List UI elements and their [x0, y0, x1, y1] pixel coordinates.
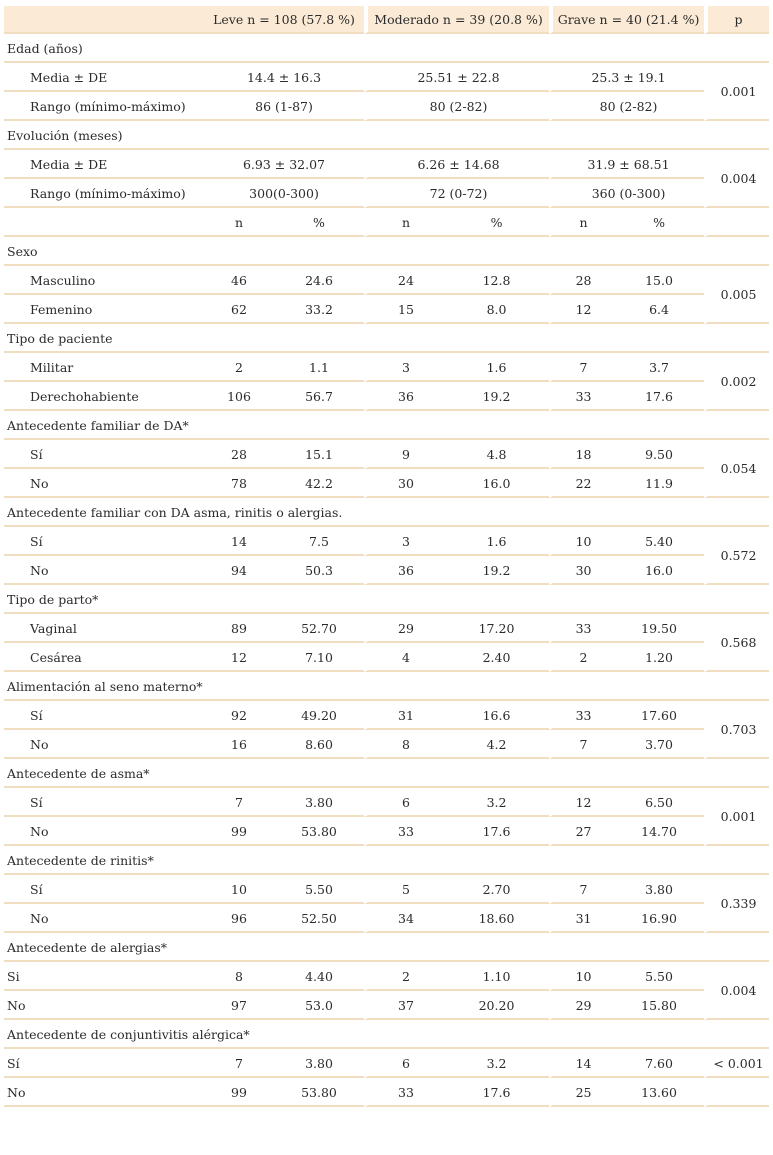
- cell-percent: 7.60: [614, 1050, 704, 1078]
- results-table: [4, 5, 769, 1108]
- cell-n: 10: [549, 963, 614, 991]
- section-title: Edad (años): [4, 35, 769, 63]
- cell-value: 25.51 ± 22.8: [364, 64, 549, 92]
- row-label: Sí: [4, 702, 204, 730]
- cell-n: 96: [204, 905, 274, 933]
- subheader-blank-cell: [4, 209, 204, 237]
- cell-percent: 3.80: [274, 789, 364, 817]
- section-title: Tipo de parto*: [4, 586, 769, 614]
- p-value: 0.001: [704, 789, 769, 846]
- cell-n: 37: [364, 992, 444, 1020]
- header-grave: Grave n = 40 (21.4 %): [549, 6, 704, 34]
- row-label: Masculino: [4, 267, 204, 295]
- cell-n: 62: [204, 296, 274, 324]
- table-row: [4, 180, 769, 208]
- section-row: [4, 673, 769, 701]
- cell-n: 25: [549, 1079, 614, 1107]
- cell-n: 33: [549, 702, 614, 730]
- cell-n: 2: [549, 644, 614, 672]
- cell-n: 31: [364, 702, 444, 730]
- table-row: [4, 818, 769, 846]
- table-row: [4, 528, 769, 556]
- cell-value: 6.26 ± 14.68: [364, 151, 549, 179]
- cell-n: 9: [364, 441, 444, 469]
- cell-n: 6: [364, 1050, 444, 1078]
- section-title: Sexo: [4, 238, 769, 266]
- section-row: [4, 122, 769, 150]
- cell-percent: 3.2: [444, 1050, 549, 1078]
- table-header-row: [4, 6, 769, 34]
- cell-n: 28: [549, 267, 614, 295]
- row-label: Rango (mínimo-máximo): [4, 180, 204, 208]
- section-title: Evolución (meses): [4, 122, 769, 150]
- table-row: [4, 1050, 769, 1078]
- cell-percent: 4.2: [444, 731, 549, 759]
- cell-n: 24: [364, 267, 444, 295]
- cell-n: 33: [549, 615, 614, 643]
- cell-percent: 6.50: [614, 789, 704, 817]
- cell-percent: 24.6: [274, 267, 364, 295]
- cell-n: 28: [204, 441, 274, 469]
- row-label: No: [4, 557, 204, 585]
- cell-n: 99: [204, 818, 274, 846]
- row-label: Derechohabiente: [4, 383, 204, 411]
- cell-n: 34: [364, 905, 444, 933]
- row-label: No: [4, 905, 204, 933]
- p-value: 0.005: [704, 267, 769, 324]
- section-title: Antecedente de alergias*: [4, 934, 769, 962]
- cell-percent: 15.0: [614, 267, 704, 295]
- table-row: [4, 1079, 769, 1107]
- cell-n: 3: [364, 528, 444, 556]
- cell-value: 80 (2-82): [364, 93, 549, 121]
- cell-percent: 3.2: [444, 789, 549, 817]
- p-value: 0.004: [704, 963, 769, 1020]
- table-row: [4, 470, 769, 498]
- cell-n: 94: [204, 557, 274, 585]
- table-row: [4, 557, 769, 585]
- row-label: No: [4, 731, 204, 759]
- cell-percent: 4.40: [274, 963, 364, 991]
- row-label: Femenino: [4, 296, 204, 324]
- section-title: Alimentación al seno materno*: [4, 673, 769, 701]
- cell-n: 7: [204, 1050, 274, 1078]
- cell-percent: 49.20: [274, 702, 364, 730]
- cell-percent: 7.5: [274, 528, 364, 556]
- cell-percent: 13.60: [614, 1079, 704, 1107]
- row-label: Rango (mínimo-máximo): [4, 93, 204, 121]
- subheader-row: [4, 209, 769, 237]
- cell-n: 29: [549, 992, 614, 1020]
- cell-percent: 20.20: [444, 992, 549, 1020]
- section-title: Antecedente de asma*: [4, 760, 769, 788]
- cell-n: 7: [204, 789, 274, 817]
- row-label: Cesárea: [4, 644, 204, 672]
- subheader-pct: %: [444, 209, 549, 237]
- cell-value: 300(0-300): [204, 180, 364, 208]
- section-row: [4, 412, 769, 440]
- cell-percent: 3.70: [614, 731, 704, 759]
- subheader-n: n: [364, 209, 444, 237]
- cell-percent: 2.40: [444, 644, 549, 672]
- table-row: [4, 267, 769, 295]
- cell-n: 3: [364, 354, 444, 382]
- cell-n: 12: [204, 644, 274, 672]
- cell-value: 86 (1-87): [204, 93, 364, 121]
- cell-n: 16: [204, 731, 274, 759]
- subheader-n: n: [204, 209, 274, 237]
- cell-percent: 19.50: [614, 615, 704, 643]
- cell-percent: 15.1: [274, 441, 364, 469]
- p-value: 0.004: [704, 151, 769, 208]
- cell-n: 4: [364, 644, 444, 672]
- cell-percent: 1.6: [444, 528, 549, 556]
- p-value: < 0.001: [704, 1050, 769, 1078]
- cell-n: 29: [364, 615, 444, 643]
- row-label: No: [4, 470, 204, 498]
- cell-n: 5: [364, 876, 444, 904]
- table-row: [4, 963, 769, 991]
- table-row: [4, 876, 769, 904]
- cell-value: 14.4 ± 16.3: [204, 64, 364, 92]
- cell-value: 31.9 ± 68.51: [549, 151, 704, 179]
- p-value: 0.339: [704, 876, 769, 933]
- table-row: [4, 731, 769, 759]
- p-value: 0.002: [704, 354, 769, 411]
- table-row: [4, 383, 769, 411]
- section-row: [4, 238, 769, 266]
- cell-n: 7: [549, 354, 614, 382]
- cell-value: 360 (0-300): [549, 180, 704, 208]
- row-label: Sí: [4, 528, 204, 556]
- cell-n: 14: [204, 528, 274, 556]
- cell-percent: 16.6: [444, 702, 549, 730]
- cell-percent: 17.20: [444, 615, 549, 643]
- section-title: Antecedente familiar de DA*: [4, 412, 769, 440]
- section-row: [4, 1021, 769, 1049]
- cell-percent: 12.8: [444, 267, 549, 295]
- subheader-pct: %: [274, 209, 364, 237]
- cell-n: 33: [364, 818, 444, 846]
- cell-n: 7: [549, 731, 614, 759]
- cell-n: 46: [204, 267, 274, 295]
- row-label: Sí: [4, 441, 204, 469]
- cell-percent: 3.80: [274, 1050, 364, 1078]
- cell-percent: 16.0: [614, 557, 704, 585]
- cell-n: 30: [549, 557, 614, 585]
- section-title: Antecedente de rinitis*: [4, 847, 769, 875]
- cell-value: 72 (0-72): [364, 180, 549, 208]
- table-row: [4, 992, 769, 1020]
- row-label: Sí: [4, 876, 204, 904]
- section-row: [4, 325, 769, 353]
- table-row: [4, 354, 769, 382]
- row-label: Militar: [4, 354, 204, 382]
- table-row: [4, 93, 769, 121]
- cell-percent: 42.2: [274, 470, 364, 498]
- cell-n: 12: [549, 789, 614, 817]
- cell-n: 33: [364, 1079, 444, 1107]
- cell-percent: 53.0: [274, 992, 364, 1020]
- p-value: 0.001: [704, 64, 769, 121]
- cell-n: 30: [364, 470, 444, 498]
- row-label: Media ± DE: [4, 64, 204, 92]
- cell-percent: 33.2: [274, 296, 364, 324]
- cell-n: 6: [364, 789, 444, 817]
- subheader-blank-p: [704, 209, 769, 237]
- section-row: [4, 934, 769, 962]
- cell-percent: 1.20: [614, 644, 704, 672]
- cell-n: 14: [549, 1050, 614, 1078]
- cell-percent: 53.80: [274, 818, 364, 846]
- cell-percent: 16.90: [614, 905, 704, 933]
- subheader-pct: %: [614, 209, 704, 237]
- header-moderado: Moderado n = 39 (20.8 %): [364, 6, 549, 34]
- cell-n: 99: [204, 1079, 274, 1107]
- cell-n: 36: [364, 383, 444, 411]
- cell-percent: 2.70: [444, 876, 549, 904]
- table-row: [4, 441, 769, 469]
- cell-percent: 7.10: [274, 644, 364, 672]
- cell-percent: 9.50: [614, 441, 704, 469]
- section-row: [4, 586, 769, 614]
- cell-n: 18: [549, 441, 614, 469]
- row-label: Sí: [4, 789, 204, 817]
- cell-value: 6.93 ± 32.07: [204, 151, 364, 179]
- row-label: Si: [4, 963, 204, 991]
- cell-percent: 3.80: [614, 876, 704, 904]
- cell-n: 8: [364, 731, 444, 759]
- cell-percent: 4.8: [444, 441, 549, 469]
- table-row: [4, 789, 769, 817]
- cell-percent: 56.7: [274, 383, 364, 411]
- cell-percent: 8.60: [274, 731, 364, 759]
- cell-percent: 19.2: [444, 557, 549, 585]
- cell-percent: 5.50: [614, 963, 704, 991]
- cell-n: 10: [549, 528, 614, 556]
- p-value-empty: [704, 1079, 769, 1107]
- cell-percent: 1.10: [444, 963, 549, 991]
- section-row: [4, 35, 769, 63]
- cell-percent: 17.6: [614, 383, 704, 411]
- p-value: 0.572: [704, 528, 769, 585]
- header-leve: Leve n = 108 (57.8 %): [204, 6, 364, 34]
- cell-percent: 17.6: [444, 818, 549, 846]
- cell-percent: 50.3: [274, 557, 364, 585]
- row-label: No: [4, 992, 204, 1020]
- cell-percent: 17.60: [614, 702, 704, 730]
- cell-n: 78: [204, 470, 274, 498]
- cell-percent: 16.0: [444, 470, 549, 498]
- cell-percent: 52.70: [274, 615, 364, 643]
- section-title: Antecedente familiar con DA asma, rinitis o alergias.: [4, 499, 769, 527]
- cell-percent: 8.0: [444, 296, 549, 324]
- section-row: [4, 760, 769, 788]
- cell-n: 36: [364, 557, 444, 585]
- cell-percent: 14.70: [614, 818, 704, 846]
- p-value: 0.703: [704, 702, 769, 759]
- cell-percent: 3.7: [614, 354, 704, 382]
- cell-value: 80 (2-82): [549, 93, 704, 121]
- section-title: Antecedente de conjuntivitis alérgica*: [4, 1021, 769, 1049]
- section-title: Tipo de paciente: [4, 325, 769, 353]
- cell-percent: 53.80: [274, 1079, 364, 1107]
- table-row: [4, 702, 769, 730]
- table-row: [4, 644, 769, 672]
- p-value: 0.568: [704, 615, 769, 672]
- cell-value: 25.3 ± 19.1: [549, 64, 704, 92]
- table-row: [4, 64, 769, 92]
- cell-n: 12: [549, 296, 614, 324]
- header-p: p: [704, 6, 769, 34]
- cell-n: 7: [549, 876, 614, 904]
- section-row: [4, 499, 769, 527]
- cell-n: 33: [549, 383, 614, 411]
- cell-percent: 11.9: [614, 470, 704, 498]
- row-label: Sí: [4, 1050, 204, 1078]
- table-row: [4, 296, 769, 324]
- cell-n: 22: [549, 470, 614, 498]
- row-label: No: [4, 818, 204, 846]
- cell-n: 89: [204, 615, 274, 643]
- cell-percent: 5.50: [274, 876, 364, 904]
- row-label: No: [4, 1079, 204, 1107]
- cell-percent: 15.80: [614, 992, 704, 1020]
- table-row: [4, 905, 769, 933]
- row-label: Media ± DE: [4, 151, 204, 179]
- cell-percent: 1.1: [274, 354, 364, 382]
- cell-percent: 1.6: [444, 354, 549, 382]
- cell-n: 10: [204, 876, 274, 904]
- subheader-n: n: [549, 209, 614, 237]
- p-value: 0.054: [704, 441, 769, 498]
- row-label: Vaginal: [4, 615, 204, 643]
- cell-percent: 52.50: [274, 905, 364, 933]
- cell-n: 8: [204, 963, 274, 991]
- cell-n: 15: [364, 296, 444, 324]
- section-row: [4, 847, 769, 875]
- cell-n: 106: [204, 383, 274, 411]
- cell-percent: 18.60: [444, 905, 549, 933]
- header-blank-cell: [4, 6, 204, 34]
- cell-percent: 5.40: [614, 528, 704, 556]
- table-row: [4, 615, 769, 643]
- cell-percent: 6.4: [614, 296, 704, 324]
- cell-n: 2: [204, 354, 274, 382]
- cell-percent: 19.2: [444, 383, 549, 411]
- table-row: [4, 151, 769, 179]
- cell-n: 2: [364, 963, 444, 991]
- cell-n: 97: [204, 992, 274, 1020]
- cell-n: 92: [204, 702, 274, 730]
- cell-n: 31: [549, 905, 614, 933]
- cell-n: 27: [549, 818, 614, 846]
- cell-percent: 17.6: [444, 1079, 549, 1107]
